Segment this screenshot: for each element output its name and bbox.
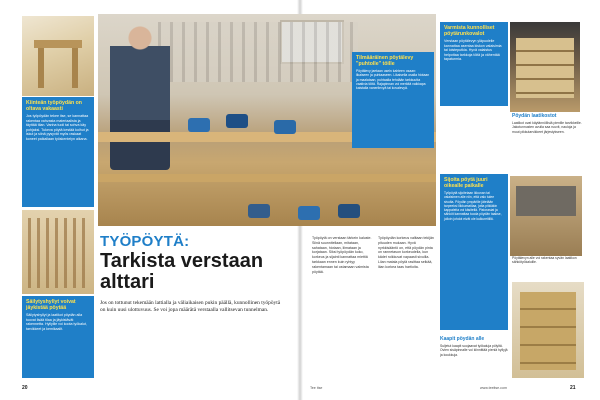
workbench-photo-small — [22, 16, 94, 96]
article-headline: Tarkista verstaan alttari — [100, 250, 264, 293]
power-tool — [188, 118, 210, 132]
page-number-right: 21 — [570, 385, 576, 391]
tip-title: Varmista kunnolliset pöytärunkovalot — [444, 25, 495, 37]
cabinet-photo — [512, 282, 584, 378]
caption-body: Pöytälevyn alle voi rakentaa syvän laatikon sähkötyökaluille. — [512, 256, 577, 265]
tip-body: Säilytyshyllyt ja laatikot pöydän alla tuovat lisää tilaa ja jäykistävät rakennetta. Hyllyille voi koota työkalut, tarvikkeet ja kemikaalit. — [26, 313, 87, 331]
tip-body: Verstaan pöytälevyn yläpuolelle kannattaa asentaa kiskon valaisimia tai loisteputkia. Hyvä valaistus helpottaa tarkkoja töitä ja vähentää tapaturmia. — [444, 39, 502, 62]
body-column: Työpöydän korkeus valitaan tekijän pituuden mukaan. Hyvä nyrkkisääntö on, että pöydän pinta on rannetason korkeudella, kun kädet roikkuvat vapaasti sivuilla. Liian matala pöytä rasittaa selkää, liian korkea taas hartioita. — [378, 236, 434, 269]
tip-title: Säilytyshyllyt voivat jäykistää pöytää — [26, 299, 76, 311]
power-tool — [338, 204, 360, 218]
workbench-shelf — [98, 174, 436, 182]
page-number-left: 20 — [22, 385, 28, 391]
caption-body: Laatikot ovat käytännöllisiä pienille tarvikkeille. Jakotunnusten avulla saa ruuvit, nauloja ja muut pikkutarvikkeet järjestykseen. — [512, 121, 582, 134]
tip-body: Jos työpöydän tekee itse, se kannattaa rakentaa vahvasta materiaalista ja täyttää tilan. Vanha tuoli tai sohva käy pohjaksi. Tukeva pöytä kestää kolhut ja iskut ja siinä pysyvät myös raskaat koneet paikallaan työskentelyn aikana. — [26, 114, 89, 141]
caption-body: Suljetut kaapit suojaavat työkaluja pölyltä. Ovien sisäpinnalle voi kiinnittää pieniä hyllyjä ja koukkuja. — [440, 344, 508, 357]
tool-pegboard — [158, 22, 358, 82]
power-tool — [274, 120, 296, 134]
tip-box-lighting — [440, 22, 508, 106]
man-at-workbench — [110, 20, 170, 170]
tip-title: Sijoita pöytä juuri oikealle paikalle — [444, 177, 488, 189]
tip-body: Työpöytä sijoitetaan ikkunan tai valaisimen alle niin, että valo tulee sivulta. Pöydän ympärille jätetään tarpeeksi liikkumatilaa, jotta pitkiäkin kappaleita voi käsitellä. Pistorasiat ja sähköt kannattaa tuoda pöydän taakse, jolloin johdot eivät ole kulkureitillä. — [444, 191, 502, 221]
caption-drawers — [512, 113, 584, 173]
caption-deep-drawer — [512, 256, 584, 282]
body-column: Työpöytä on verstaan tärkein kaluste. Siinä suunnitellaan, mitataan, sahataan, hiotaan, liimataan ja korjataan. Siksi työpöydän koko, korkeus ja sijainti kannattaa miettiä tarkkaan ennen kuin ryhtyy rakentamaan tai ostamaan valmista pöytää. — [312, 236, 372, 274]
clamp-rack-photo — [22, 210, 94, 294]
drawer-unit-photo — [510, 22, 580, 112]
tip-box-placement — [440, 174, 508, 330]
tip-box-sturdy-bench — [22, 97, 94, 207]
power-tool — [248, 204, 270, 218]
tip-title: Kiinteän työpöydän on oltava vakaasti — [26, 100, 82, 112]
open-drawer-photo — [510, 176, 582, 256]
tip-title: Tilmääräinen pöytälevy "puhtolle" töille — [356, 55, 414, 67]
tip-box-clean-work-area — [352, 52, 434, 148]
power-tool — [298, 206, 320, 220]
tip-box-storage-shelves — [22, 296, 94, 378]
caption-title: Kaapit pöydän alle — [440, 336, 485, 342]
caption-cabinets — [440, 336, 508, 384]
caption-title: Pöydän laatikostot — [512, 113, 557, 119]
magazine-url[interactable]: www.teeitse.com — [480, 386, 507, 390]
article-kicker: TYÖPÖYTÄ: — [100, 233, 190, 250]
magazine-name: Tee itse — [310, 386, 323, 390]
tip-body: Pöytälevy jaetaan usein kahteen osaan: likaiseen ja puhtaaseen. Likaisella osalla hiotaan ja maalataan, puhtaalla tehdään tarkkuutta vaativia töitä. Rajapinnan voi merkitä vaikkapa kaistalla vanerilevyä tai kovalevyä. — [356, 69, 430, 91]
power-tool — [226, 114, 248, 128]
article-lead: Jos on tottunut tekemään lattialla ja väliaikaisen pukin päällä, kunnollinen työpöytä on kuin uusi ulottuvuus. Se voi jopa määrätä verstaalla vallitsevan tunnelman. — [100, 300, 281, 313]
